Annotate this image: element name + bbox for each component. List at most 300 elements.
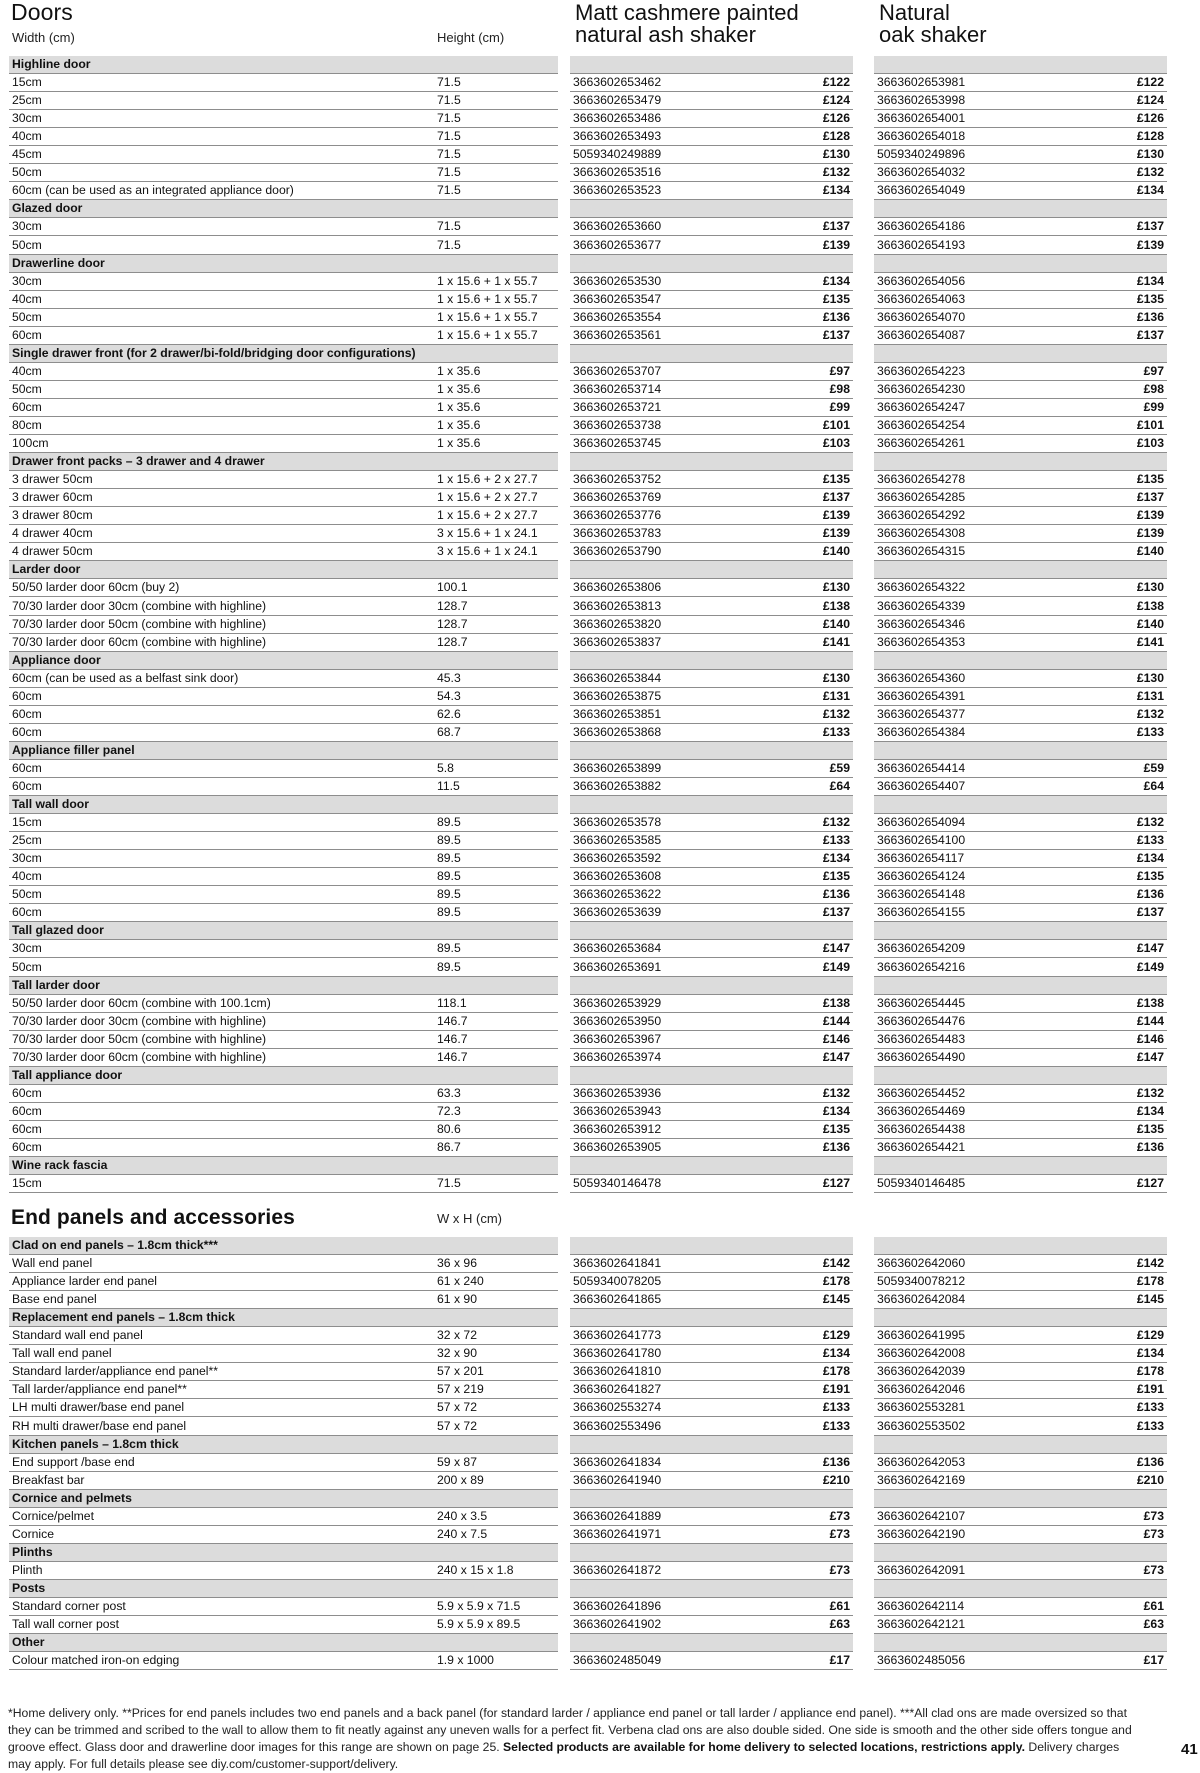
section-header-row xyxy=(9,453,558,471)
product-code: 3663602653523 xyxy=(573,183,662,198)
section-spacer-row xyxy=(874,652,1167,670)
item-dimension: 1 x 15.6 + 1 x 55.7 xyxy=(437,309,538,324)
price: £137 xyxy=(1136,327,1164,342)
item-dimension: 240 x 7.5 xyxy=(437,1526,488,1541)
product-code: 3663602654384 xyxy=(877,724,966,739)
price: £131 xyxy=(1136,688,1164,703)
section-spacer-row xyxy=(570,1490,853,1508)
footnote xyxy=(8,1705,1136,1773)
section-spacer-row xyxy=(874,1544,1167,1562)
item-dimension: 71.5 xyxy=(437,129,461,144)
table-row xyxy=(874,634,1167,652)
price: £130 xyxy=(822,670,850,685)
item-label: 40cm xyxy=(12,129,42,144)
item-label: Standard corner post xyxy=(12,1599,126,1613)
section-header-row xyxy=(9,1067,558,1085)
price: £98 xyxy=(1143,381,1164,396)
table-row xyxy=(874,1013,1167,1031)
table-row xyxy=(9,995,558,1013)
table-row xyxy=(874,1139,1167,1157)
table-row xyxy=(9,417,558,435)
table-row xyxy=(9,1562,558,1580)
item-dimension: 128.7 xyxy=(437,616,468,631)
table-row xyxy=(570,74,853,92)
table-row xyxy=(570,1598,853,1616)
item-dimension: 1 x 15.6 + 1 x 55.7 xyxy=(437,327,538,342)
table-row xyxy=(874,1273,1167,1291)
price: £136 xyxy=(822,1454,850,1469)
item-label: 60cm (can be used as an integrated appliance door) xyxy=(12,183,294,198)
product-code: 3663602654230 xyxy=(877,381,966,396)
section-spacer-row xyxy=(570,56,853,74)
section-header-row xyxy=(9,742,558,760)
section-header-row xyxy=(9,1544,558,1562)
table-row xyxy=(570,507,853,525)
section-spacer-row xyxy=(570,561,853,579)
item-label: 60cm xyxy=(12,760,42,775)
product-code: 3663602653882 xyxy=(573,779,662,793)
price: £128 xyxy=(1136,129,1164,144)
price: £137 xyxy=(1136,905,1164,920)
table-row xyxy=(570,1652,853,1670)
product-code: 3663602642114 xyxy=(877,1599,965,1613)
product-code: 3663602641940 xyxy=(573,1472,662,1487)
item-dimension: 1.9 x 1000 xyxy=(437,1653,494,1668)
product2-title-line1: Natural xyxy=(879,0,950,25)
section-header-row xyxy=(9,345,558,363)
price: £140 xyxy=(822,544,850,559)
price: £130 xyxy=(822,147,850,162)
item-dimension: 1 x 35.6 xyxy=(437,436,481,451)
product-code: 3663602654124 xyxy=(877,869,966,884)
price: £139 xyxy=(822,526,850,541)
price: £136 xyxy=(1136,887,1164,902)
table-row xyxy=(570,1508,853,1526)
product-code: 3663602485049 xyxy=(573,1653,662,1668)
price: £133 xyxy=(822,1418,850,1433)
product-code: 3663602654063 xyxy=(877,291,966,306)
price: £134 xyxy=(822,183,850,198)
price: £140 xyxy=(1136,616,1164,631)
section-spacer-row xyxy=(874,255,1167,273)
table-row xyxy=(570,489,853,507)
price: £134 xyxy=(822,1103,850,1118)
product-code: 3663602654001 xyxy=(877,111,966,126)
product-code: 3663602654377 xyxy=(877,706,966,721)
price: £134 xyxy=(1136,1346,1164,1361)
section-title: Drawer front packs – 3 drawer and 4 drawer xyxy=(12,454,265,469)
item-dimension: 36 x 96 xyxy=(437,1256,477,1271)
table-row xyxy=(874,507,1167,525)
table-row xyxy=(874,706,1167,724)
product1-title-line2: natural ash shaker xyxy=(575,22,756,47)
wxh-label: W x H (cm) xyxy=(437,1211,502,1226)
price: £63 xyxy=(1143,1617,1164,1632)
item-label: Cornice/pelmet xyxy=(12,1508,94,1523)
table-row xyxy=(570,471,853,489)
table-row xyxy=(9,1363,558,1381)
table-row xyxy=(9,543,558,561)
price: £140 xyxy=(822,616,850,631)
section-spacer-row xyxy=(570,1237,853,1255)
item-dimension: 128.7 xyxy=(437,598,468,613)
product1-title-line1: Matt cashmere painted xyxy=(575,0,799,25)
table-row xyxy=(9,1049,558,1067)
section-spacer-row xyxy=(570,200,853,218)
table-row xyxy=(570,1255,853,1273)
product-code: 3663602485056 xyxy=(877,1653,966,1668)
product-code: 3663602641780 xyxy=(573,1346,662,1361)
table-row xyxy=(570,1085,853,1103)
product-code: 3663602654087 xyxy=(877,327,966,342)
table-row xyxy=(570,128,853,146)
table-row xyxy=(570,1013,853,1031)
price: £134 xyxy=(1136,851,1164,866)
price: £126 xyxy=(1136,111,1164,126)
table-row xyxy=(874,688,1167,706)
table-row xyxy=(874,959,1167,977)
section-spacer-row xyxy=(570,1634,853,1652)
price: £137 xyxy=(1136,219,1164,234)
item-dimension: 72.3 xyxy=(437,1103,461,1118)
product2-title-line2: oak shaker xyxy=(879,22,987,47)
table-row xyxy=(570,273,853,291)
item-label: 30cm xyxy=(12,273,42,288)
item-label: 30cm xyxy=(12,851,42,866)
product-code: 3663602653899 xyxy=(573,760,662,775)
table-row xyxy=(874,778,1167,796)
price: £133 xyxy=(1136,1418,1164,1433)
product-code: 3663602653486 xyxy=(573,111,662,126)
product-code: 3663602641971 xyxy=(573,1526,662,1541)
table-row xyxy=(9,904,558,922)
table-row xyxy=(9,1327,558,1345)
price: £139 xyxy=(1136,237,1164,252)
product-code: 3663602653752 xyxy=(573,472,662,487)
table-row xyxy=(9,1273,558,1291)
price: £149 xyxy=(1136,959,1164,974)
price: £146 xyxy=(822,1031,850,1046)
table-row xyxy=(874,399,1167,417)
table-row xyxy=(570,904,853,922)
item-dimension: 89.5 xyxy=(437,941,461,956)
price: £101 xyxy=(822,418,850,432)
product-code: 3663602654438 xyxy=(877,1121,966,1136)
product-code: 3663602654469 xyxy=(877,1103,966,1118)
item-dimension: 57 x 201 xyxy=(437,1364,484,1379)
item-label: 45cm xyxy=(12,147,42,162)
table-row xyxy=(9,1085,558,1103)
section-header-row xyxy=(9,1436,558,1454)
price: £134 xyxy=(822,851,850,866)
price: £210 xyxy=(822,1472,850,1487)
item-label: End support /base end xyxy=(12,1454,135,1469)
price: £103 xyxy=(822,436,850,451)
price: £137 xyxy=(822,490,850,505)
table-row xyxy=(9,291,558,309)
table-row xyxy=(874,904,1167,922)
product-code: 3663602653745 xyxy=(573,436,662,451)
table-row xyxy=(9,616,558,634)
table-row xyxy=(9,868,558,886)
section-spacer-row xyxy=(874,1436,1167,1454)
item-dimension: 32 x 90 xyxy=(437,1346,477,1361)
section-title: Plinths xyxy=(12,1544,53,1559)
section-spacer-row xyxy=(874,796,1167,814)
table-row xyxy=(9,1399,558,1417)
item-label: 50cm xyxy=(12,165,42,180)
item-label: 15cm xyxy=(12,1176,42,1191)
table-row xyxy=(874,995,1167,1013)
item-dimension: 89.5 xyxy=(437,815,461,830)
price: £59 xyxy=(829,760,850,775)
page-number: 41 xyxy=(1181,1741,1198,1758)
price: £138 xyxy=(822,995,850,1010)
price: £64 xyxy=(1143,779,1164,793)
item-label: 15cm xyxy=(12,75,42,90)
product-code: 3663602641841 xyxy=(573,1256,662,1271)
section-header-row xyxy=(9,56,558,74)
item-dimension: 68.7 xyxy=(437,724,461,739)
table-row xyxy=(570,1049,853,1067)
price: £98 xyxy=(829,381,850,396)
section-title: Tall appliance door xyxy=(12,1067,123,1082)
price: £133 xyxy=(1136,724,1164,739)
product-code: 3663602654421 xyxy=(877,1140,966,1154)
product-code: 3663602653790 xyxy=(573,544,662,559)
product-code: 3663602653639 xyxy=(573,905,662,920)
item-label: 70/30 larder door 50cm (combine with highline) xyxy=(12,616,267,631)
price: £135 xyxy=(822,472,850,487)
table-row xyxy=(874,291,1167,309)
item-dimension: 1 x 35.6 xyxy=(437,418,481,432)
product-code: 3663602653608 xyxy=(573,869,662,884)
table-row xyxy=(9,92,558,110)
table-row xyxy=(570,598,853,616)
item-dimension: 89.5 xyxy=(437,851,461,866)
price: £124 xyxy=(822,93,850,108)
table-row xyxy=(9,832,558,850)
product-code: 3663602641827 xyxy=(573,1382,662,1397)
section-spacer-row xyxy=(874,200,1167,218)
section-spacer-row xyxy=(874,1490,1167,1508)
table-row xyxy=(570,110,853,128)
table-row xyxy=(9,182,558,200)
table-row xyxy=(570,1363,853,1381)
product-code: 3663602653912 xyxy=(573,1121,662,1136)
section-title: Appliance door xyxy=(12,652,101,667)
table-row xyxy=(874,579,1167,597)
item-dimension: 200 x 89 xyxy=(437,1472,484,1487)
product-code: 3663602653578 xyxy=(573,815,662,830)
item-dimension: 5.9 x 5.9 x 71.5 xyxy=(437,1599,521,1613)
price: £73 xyxy=(1143,1508,1164,1523)
price: £73 xyxy=(829,1526,850,1541)
product-code: 3663602654476 xyxy=(877,1013,966,1028)
price: £135 xyxy=(1136,472,1164,487)
section-spacer-row xyxy=(570,922,853,940)
product-code: 3663602654308 xyxy=(877,526,966,541)
table-row xyxy=(874,868,1167,886)
item-dimension: 57 x 72 xyxy=(437,1418,477,1433)
product-code: 3663602654278 xyxy=(877,472,966,487)
table-row xyxy=(570,1291,853,1309)
table-row xyxy=(9,435,558,453)
table-row xyxy=(874,1454,1167,1472)
product-code: 3663602654209 xyxy=(877,941,966,956)
product-code: 3663602654032 xyxy=(877,165,966,180)
item-label: 30cm xyxy=(12,941,42,956)
product-code: 3663602653677 xyxy=(573,237,662,252)
item-dimension: 1 x 35.6 xyxy=(437,381,481,396)
product-code: 3663602653585 xyxy=(573,833,662,848)
product-code: 3663602654254 xyxy=(877,418,966,432)
price: £191 xyxy=(822,1382,850,1397)
section-title: Cornice and pelmets xyxy=(12,1490,132,1505)
item-label: 100cm xyxy=(12,436,49,451)
product-code: 3663602641872 xyxy=(573,1562,662,1577)
table-row xyxy=(9,598,558,616)
price: £137 xyxy=(822,327,850,342)
product-code: 3663602642091 xyxy=(877,1562,966,1577)
product-code: 3663602653660 xyxy=(573,219,662,234)
table-row xyxy=(874,1255,1167,1273)
table-row xyxy=(9,237,558,255)
item-label: 30cm xyxy=(12,111,42,126)
product-code: 3663602653561 xyxy=(573,327,662,342)
item-dimension: 71.5 xyxy=(437,93,461,108)
table-row xyxy=(9,507,558,525)
item-label: 25cm xyxy=(12,833,42,848)
price: £136 xyxy=(1136,309,1164,324)
table-row xyxy=(570,218,853,236)
section-header-row xyxy=(9,255,558,273)
section-title: Kitchen panels – 1.8cm thick xyxy=(12,1436,179,1451)
item-label: 60cm xyxy=(12,706,42,721)
item-label: Plinth xyxy=(12,1562,43,1577)
table-row xyxy=(570,363,853,381)
price: £136 xyxy=(1136,1140,1164,1154)
item-label: 70/30 larder door 30cm (combine with highline) xyxy=(12,598,267,613)
section-title: Appliance filler panel xyxy=(12,742,135,757)
price: £99 xyxy=(829,399,850,414)
product-code: 3663602654339 xyxy=(877,598,966,613)
table-row xyxy=(874,940,1167,958)
table-row xyxy=(874,92,1167,110)
product-code: 3663602654186 xyxy=(877,219,966,234)
item-label: 70/30 larder door 60cm (combine with highline) xyxy=(12,1049,267,1064)
table-row xyxy=(874,832,1167,850)
table-row xyxy=(874,74,1167,92)
price: £17 xyxy=(829,1653,850,1668)
product-code: 3663602653783 xyxy=(573,526,662,541)
item-dimension: 57 x 72 xyxy=(437,1400,477,1415)
table-row xyxy=(570,1327,853,1345)
item-label: 50/50 larder door 60cm (buy 2) xyxy=(12,580,180,595)
section-spacer-row xyxy=(570,1157,853,1175)
price: £64 xyxy=(829,779,850,793)
price: £127 xyxy=(822,1176,850,1191)
product-code: 3663602654285 xyxy=(877,490,966,505)
footnote-text: *Home delivery only. **Prices for end panels includes two end panels and a back panel (for standard larder / appliance end panel or tall larder / appliance end panel). ***All clad ons are made oversized so that they can be trimmed and scribed to the wall to allow them to fit neatly against any uneven walls for a perfect fit. Verbena clad ons are also double sided. One side is smooth and the other side offers tongue and groove effect. Glass door and drawerline door images for this range are shown on page 25. xyxy=(8,1706,1132,1754)
item-label: 30cm xyxy=(12,219,42,234)
table-row xyxy=(570,814,853,832)
table-row xyxy=(570,1616,853,1634)
product-code: 3663602653905 xyxy=(573,1140,662,1154)
price: £132 xyxy=(822,1085,850,1100)
table-row xyxy=(874,1562,1167,1580)
item-label: 60cm xyxy=(12,724,42,739)
table-row xyxy=(570,1562,853,1580)
table-row xyxy=(874,417,1167,435)
item-label: 50cm xyxy=(12,959,42,974)
product-code: 3663602653462 xyxy=(573,75,662,90)
table-row xyxy=(874,128,1167,146)
table-row xyxy=(570,327,853,345)
section-title: Posts xyxy=(12,1580,46,1595)
item-label: Wall end panel xyxy=(12,1256,93,1271)
price: £138 xyxy=(1136,995,1164,1010)
product-code: 3663602654261 xyxy=(877,436,966,451)
price: £134 xyxy=(1136,183,1164,198)
table-row xyxy=(9,399,558,417)
item-dimension: 118.1 xyxy=(437,995,467,1010)
product-code: 3663602653684 xyxy=(573,941,662,956)
product-code: 3663602653936 xyxy=(573,1085,662,1100)
table-row xyxy=(9,634,558,652)
section-spacer-row xyxy=(570,796,853,814)
price: £130 xyxy=(1136,580,1164,595)
item-dimension: 146.7 xyxy=(437,1049,468,1064)
product-code: 3663602641995 xyxy=(877,1328,966,1343)
table-row xyxy=(9,1598,558,1616)
item-label: 4 drawer 50cm xyxy=(12,544,93,559)
price: £178 xyxy=(1136,1274,1164,1289)
section-header-row xyxy=(9,922,558,940)
section-title: Other xyxy=(12,1635,45,1650)
table-row xyxy=(874,1652,1167,1670)
price: £127 xyxy=(1136,1176,1164,1191)
table-row xyxy=(874,1291,1167,1309)
product2-column xyxy=(874,0,1167,1700)
section-spacer-row xyxy=(874,742,1167,760)
section-spacer-row xyxy=(874,1157,1167,1175)
table-row xyxy=(570,525,853,543)
table-row xyxy=(570,1418,853,1436)
product-code: 3663602653837 xyxy=(573,634,662,649)
price: £138 xyxy=(1136,598,1164,613)
price: £135 xyxy=(1136,1121,1164,1136)
item-dimension: 45.3 xyxy=(437,670,461,685)
item-dimension: 3 x 15.6 + 1 x 24.1 xyxy=(437,544,538,559)
item-label: 60cm xyxy=(12,779,42,793)
product-code: 3663602642084 xyxy=(877,1292,966,1307)
item-label: 50cm xyxy=(12,381,42,396)
item-dimension: 59 x 87 xyxy=(437,1454,477,1469)
price: £134 xyxy=(822,1346,850,1361)
price: £142 xyxy=(822,1256,850,1271)
price: £145 xyxy=(1136,1292,1164,1307)
table-row xyxy=(9,1103,558,1121)
table-row xyxy=(874,760,1167,778)
price: £178 xyxy=(822,1274,850,1289)
price: £129 xyxy=(1136,1328,1164,1343)
price: £130 xyxy=(1136,670,1164,685)
price: £139 xyxy=(1136,508,1164,523)
table-row xyxy=(874,670,1167,688)
price: £17 xyxy=(1143,1653,1164,1668)
product-code: 3663602654315 xyxy=(877,544,966,559)
